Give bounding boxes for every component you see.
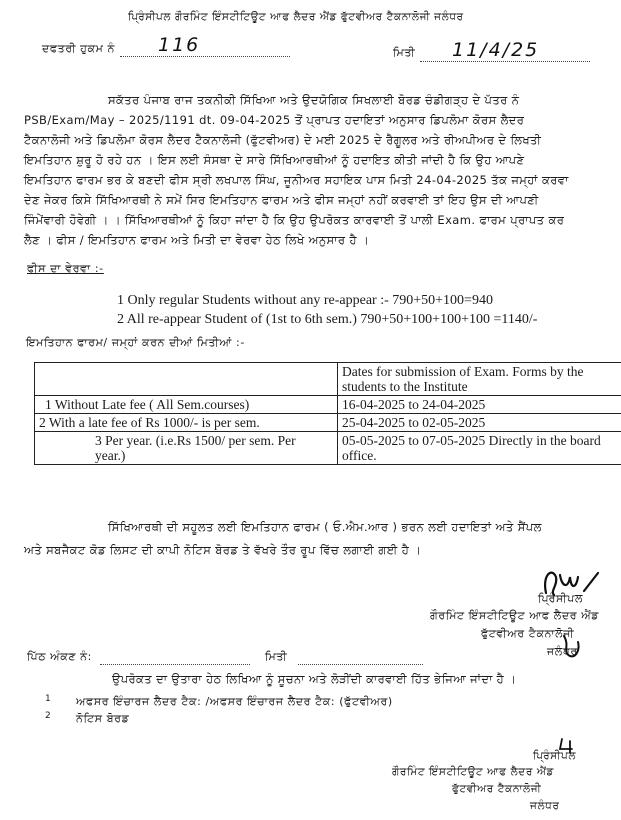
- recipient-text: ਨੋਟਿਸ ਬੋਰਡ: [76, 712, 130, 725]
- date-value: 11/4/25: [452, 39, 540, 61]
- signature-2-line-2: ਗੌਰਮਿੰਟ ਇੰਸਟੀਟਿਊਟ ਆਫ ਲੈਦਰ ਐਂਡ: [392, 766, 554, 778]
- signature-1-title: ਪ੍ਰਿੰਸੀਪਲ: [538, 592, 584, 605]
- signature-2-line-3: ਫੁੱਟਵੀਅਰ ਟੈਕਨਾਲੋਜੀ: [452, 783, 542, 795]
- table-cell-label: 3 Per year. (i.e.Rs 1500/ per sem. Per year.): [35, 432, 338, 465]
- note-line-1: ਸਿੱਖਿਆਰਥੀ ਦੀ ਸਹੂਲਤ ਲਈ ਇਮਤਿਹਾਨ ਫਾਰਮ ( ਓ.ਐਮ.ਆਰ ) ਭਰਨ ਲਈ ਹਦਾਇਤਾਂ ਅਤੇ ਸੈਂਪਲ: [108, 520, 542, 534]
- body-line-4: ਇਮਤਿਹਾਨ ਸ਼ੁਰੂ ਹੋ ਰਹੇ ਹਨ । ਇਸ ਲਈ ਸੰਸਥਾ ਦੇ ਸਾਰੇ ਸਿੱਖਿਆਰਥੀਆਂ ਨੂੰ ਹਦਾਇਤ ਕੀਤੀ ਜਾਂਦੀ ਹੈ ਕਿ ਉਹ ਆਪਣੇ: [24, 153, 525, 167]
- body-line-2: PSB/Exam/May – 2025/1191 dt. 09-04-2025 ਤੋਂ ਪ੍ਰਾਪਤ ਹਦਾਇਤਾਂ ਅਨੁਸਾਰ ਡਿਪਲੋਮਾ ਕੋਰਸ ਲੈਦਰ: [24, 113, 525, 127]
- date-dotted-line: [420, 61, 590, 62]
- recipient-text: ਅਫਸਰ ਇੰਚਾਰਜ ਲੈਦਰ ਟੈਕ: /ਅਫਸਰ ਇੰਚਾਰਜ ਲੈਦਰ ਟੈਕ: (ਫੁੱਟਵੀਅਰ): [76, 695, 393, 708]
- dates-table: [34, 362, 621, 465]
- body-line-8: ਲੈਣ । ਫੀਸ / ਇਮਤਿਹਾਨ ਫਾਰਮ ਅਤੇ ਮਿਤੀ ਦਾ ਵੇਰਵਾ ਹੇਠ ਲਿਖੇ ਅਨੁਸਾਰ ਹੈ ।: [24, 233, 370, 247]
- dates-heading: ਇਮਤਿਹਾਨ ਫਾਰਮ/ ਜਮ੍ਹਾਂ ਕਰਨ ਦੀਆਂ ਮਿਤੀਆਂ :-: [26, 336, 245, 349]
- table-cell-dates: 05-05-2025 to 07-05-2025 Directly in the board office.: [338, 432, 621, 465]
- signature-initial-1: [560, 632, 584, 660]
- table-cell-dates: 16-04-2025 to 24-04-2025: [338, 396, 621, 414]
- ref-number: 116: [158, 34, 201, 56]
- note-line-2: ਅਤੇ ਸਬਜੈਕਟ ਕੋਡ ਲਿਸਟ ਦੀ ਕਾਪੀ ਨੋਟਿਸ ਬੋਰਡ ਤੇ ਵੱਖਰੇ ਤੌਰ ਰੂਪ ਵਿੱਚ ਲਗਾਈ ਗਈ ਹੈ ।: [24, 543, 422, 557]
- table-row: [35, 432, 621, 465]
- endorsement-text: ਉਪਰੋਕਤ ਦਾ ਉਤਾਰਾ ਹੇਠ ਲਿਖਿਆ ਨੂੰ ਸੂਚਨਾ ਅਤੇ ਲੋੜੀਂਦੀ ਕਾਰਵਾਈ ਹਿੱਤ ਭੇਜਿਆ ਜਾਂਦਾ ਹੈ ।: [112, 672, 517, 686]
- signature-1-line-4: ਜਲੰਧਰ: [547, 645, 578, 658]
- ref-dotted-line: [120, 56, 290, 57]
- endorsement-date-label: ਮਿਤੀ: [265, 650, 288, 663]
- table-cell-dates: 25-04-2025 to 02-05-2025: [338, 414, 621, 432]
- ref-label: ਦਫਤਰੀ ਹੁਕਮ ਨੰ: [42, 42, 115, 55]
- recipient-number: 1: [45, 694, 52, 704]
- date-label: ਮਿਤੀ: [393, 46, 416, 59]
- table-cell-label: 1 Without Late fee ( All Sem.courses): [35, 396, 338, 414]
- endorsement-label: ਪਿੱਠ ਅੰਕਣ ਨੰ:: [27, 650, 92, 663]
- table-cell-blank: [35, 363, 338, 396]
- letterhead: ਪ੍ਰਿੰਸੀਪਲ ਗੌਰਮਿੰਟ ਇੰਸਟੀਟਿਊਟ ਆਫ ਲੈਦਰ ਐਂਡ ਫੁੱਟਵੀਅਰ ਟੈਕਨਾਲੋਜੀ ਜਲੰਧਰ: [128, 11, 464, 23]
- body-line-6: ਦੇਣ ਜੇਕਰ ਕਿਸੇ ਸਿੱਖਿਆਰਥੀ ਨੇ ਸਮੇਂ ਸਿਰ ਇਮਤਿਹਾਨ ਫਾਰਮ ਅਤੇ ਫੀਸ ਜਮ੍ਹਾਂ ਨਹੀਂ ਕਰਵਾਈ ਤਾਂ ਇਹ ਉਸ ਦੀ ਆਪਣੀ: [24, 193, 539, 207]
- fee-heading: ਫੀਸ ਦਾ ਵੇਰਵਾ :-: [27, 262, 104, 275]
- table-row: [35, 414, 621, 432]
- table-header-dates: Dates for submission of Exam. Forms by the students to the Institute: [338, 363, 621, 396]
- recipient-number: 2: [45, 711, 52, 721]
- table-row: [35, 363, 621, 396]
- body-line-3: ਟੈਕਨਾਲੋਜੀ ਅਤੇ ਡਿਪਲੋਮਾ ਕੋਰਸ ਲੈਦਰ ਟੈਕਨਾਲੋਜੀ (ਫੁੱਟਵੀਅਰ) ਦੇ ਮਈ 2025 ਦੇ ਰੈਗੂਲਰ ਅਤੇ ਰੀਅਪੀਅਰ ਦੇ ਲਿਖਤੀ: [24, 133, 542, 147]
- table-cell-label: 2 With a late fee of Rs 1000/- is per sem.: [35, 414, 338, 432]
- body-line-7: ਜਿੰਮੇਂਵਾਰੀ ਹੋਵੇਗੀ । । ਸਿੱਖਿਆਰਥੀਆਂ ਨੂੰ ਕਿਹਾ ਜਾਂਦਾ ਹੈ ਕਿ ਉਹ ਉਪਰੋਕਤ ਕਾਰਵਾਈ ਤੋਂ ਪਾਲੀ Exam. ਫਾਰਮ ਪ੍ਰਾਪਤ ਕਰ: [24, 213, 565, 227]
- signature-1-line-2: ਗੌਰਮਿੰਟ ਇੰਸਟੀਟਿਊਟ ਆਫ ਲੈਦਰ ਐਂਡ: [430, 609, 600, 622]
- endorsement-dotted-line: [100, 664, 250, 665]
- fee-item-2: 2 All re-appear Student of (1st to 6th sem.) 790+50+100+100+100 =1140/-: [117, 312, 538, 327]
- signature-1-line-3: ਫੁੱਟਵੀਅਰ ਟੈਕਨਾਲੋਜੀ: [481, 627, 575, 640]
- signature-2-line-4: ਜਲੰਧਰ: [530, 800, 560, 812]
- endorsement-date-dotted-line: [298, 664, 423, 665]
- body-line-1: ਸਕੱਤਰ ਪੰਜਾਬ ਰਾਜ ਤਕਨੀਕੀ ਸਿੱਖਿਆ ਅਤੇ ਉਦਯੋਗਿਕ ਸਿਖਲਾਈ ਬੋਰਡ ਚੰਡੀਗੜ੍ਹ ਦੇ ਪੱਤਰ ਨੰ: [108, 93, 520, 107]
- table-row: [35, 396, 621, 414]
- signature-2-title: ਪ੍ਰਿੰਸੀਪਲ: [533, 750, 577, 762]
- fee-item-1: 1 Only regular Students without any re-appear :- 790+50+100=940: [117, 293, 493, 308]
- body-line-5: ਇਮਤਿਹਾਨ ਫਾਰਮ ਭਰ ਕੇ ਬਣਦੀ ਫੀਸ ਸ੍ਰੀ ਲਖਪਾਲ ਸਿੰਘ, ਜੂਨੀਅਰ ਸਹਾਇਕ ਪਾਸ ਮਿਤੀ 24-04-2025 ਤੱਕ ਜਮ੍ਹਾਂ ਕਰਵਾ: [24, 173, 569, 187]
